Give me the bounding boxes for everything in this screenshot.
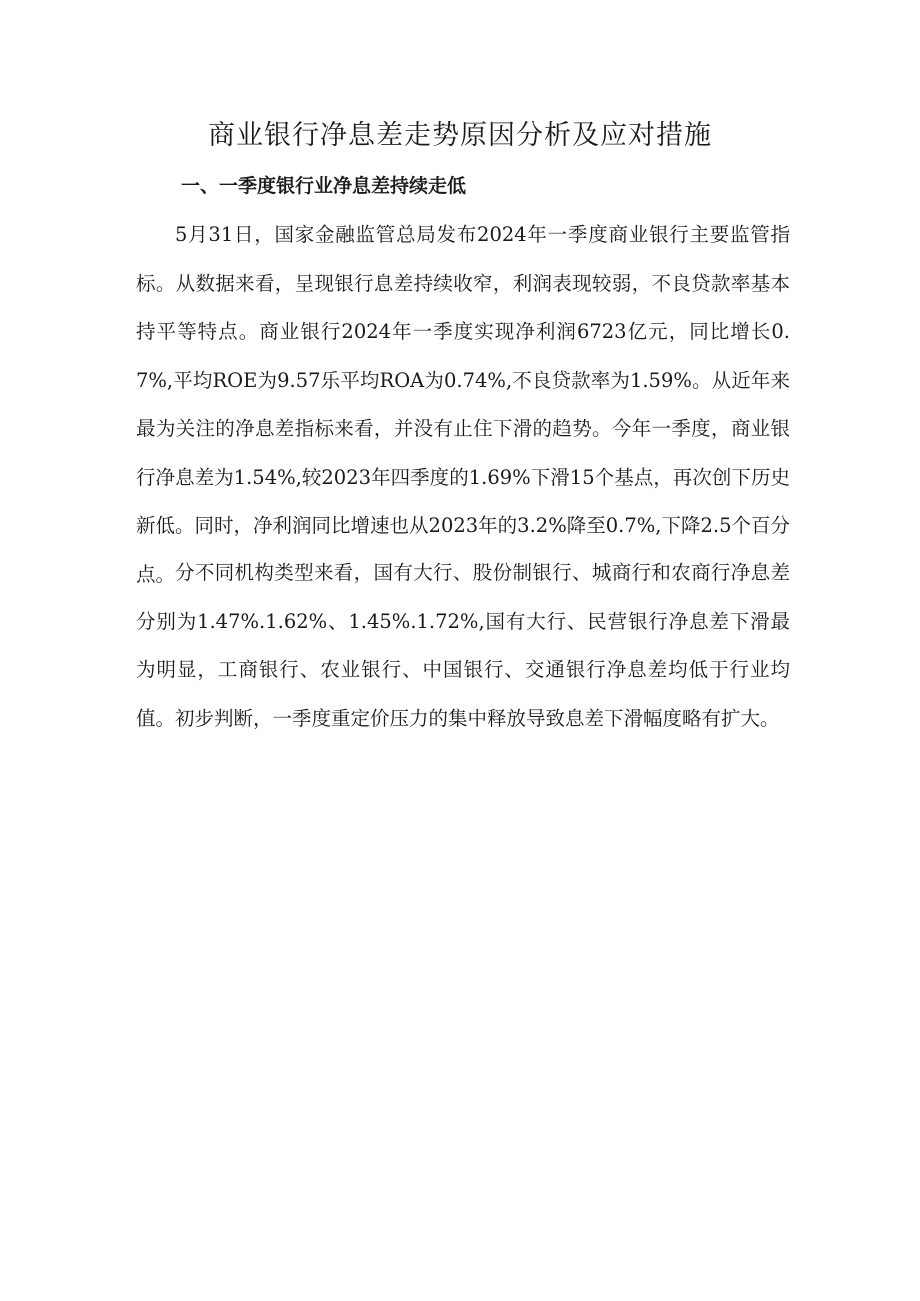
paragraph-2: 分不同机构类型来看，国有大行、股份制银行、城商行和农商行净息差分别为1.47%.1.62%、1.45%.1.72%,国有大行、民营银行净息差下滑最为明显，工商银行、农业银行、中国银行、交通银行净息差均低于行业均值。初步判断，一季度重定价压力的集中释放导致息差下滑幅度略有扩大。: [136, 561, 790, 730]
section-heading: 一、一季度银行业净息差持续走低: [181, 175, 467, 197]
paragraph-1: 5月31日，国家金融监管总局发布2024年一季度商业银行主要监管指标。从数据来看，呈现银行息差持续收窄，利润表现较弱，不良贷款率基本持平等特点。商业银行2024年一季度实现净利润6723亿元，同比增长0.7%,平均ROE为9.57乐平均ROA为0.74%,不良贷款率为1.59%。从近年来最为关注的净息差指标来看，并没有止住下滑的趋势。今年一季度，商业银行净息差为1.54%,较2023年四季度的1.69%下滑15个基点，再次创下历史新低。同时，净利润同比增速也从2023年的3.2%降至0.7%,下降2.5个百分点。: [136, 223, 790, 586]
document-title: 商业银行净息差走势原因分析及应对措施: [208, 120, 712, 151]
